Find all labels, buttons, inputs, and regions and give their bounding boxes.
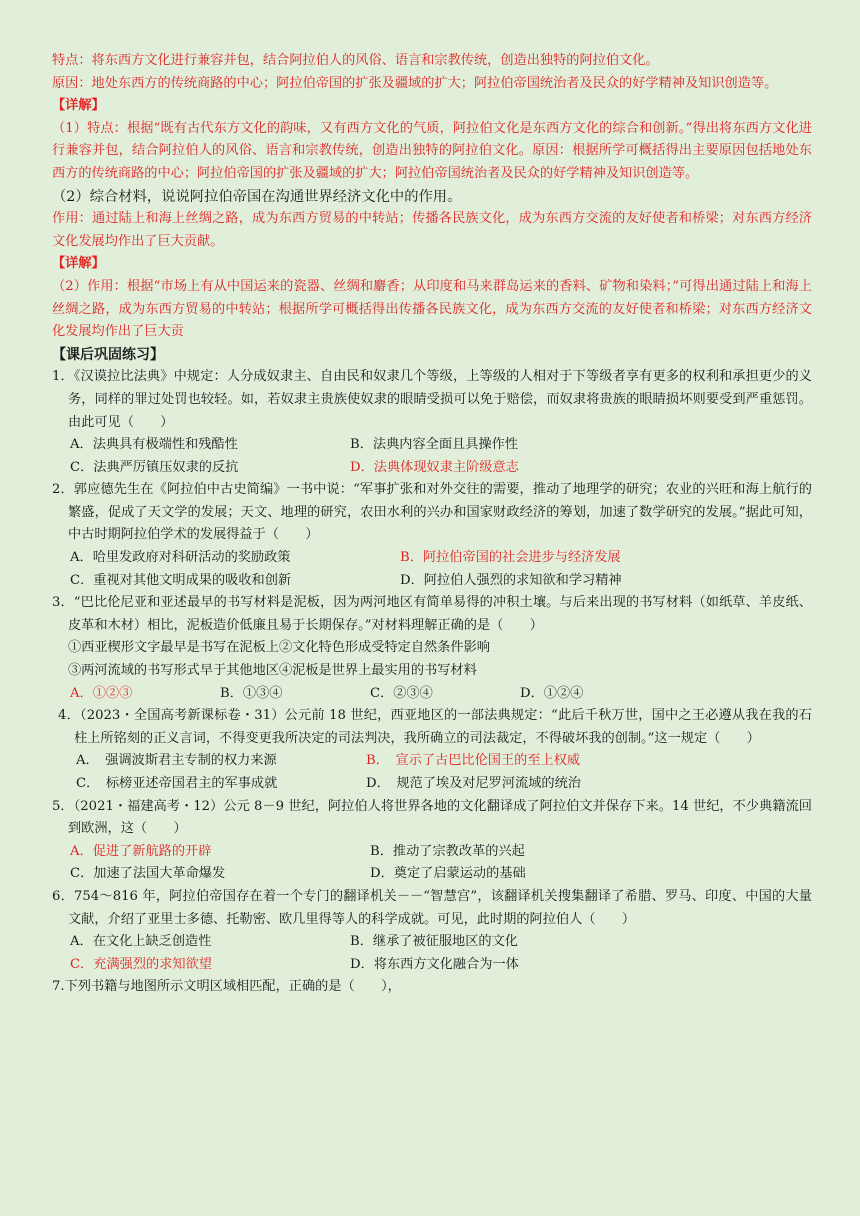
question: [52, 705, 812, 795]
answer-role: 作用：通过陆上和海上丝绸之路，成为东西方贸易的中转站；传播各民族文化，成为东西方交流的友好使者和桥梁；对东西方经济文化发展均作出了巨大贡献。: [52, 211, 812, 249]
option-b: B．法典内容全面且具操作性: [350, 437, 518, 453]
option-c: C．法典严厉镇压奴隶的反抗: [70, 459, 239, 475]
option-c: C．重视对其他文明成果的吸收和创新: [70, 572, 292, 588]
answer-reason: 原因：地处东西方的传统商路的中心；阿拉伯帝国的扩张及疆域的扩大；阿拉伯帝国统治者及民众的好学精神及知识创造等。: [52, 75, 778, 91]
question: [52, 592, 812, 705]
question: [52, 479, 812, 592]
question: [52, 366, 812, 479]
option-b: B．推动了宗教改革的兴起: [370, 843, 525, 859]
option-c: C． 标榜亚述帝国君主的军事成就: [76, 776, 278, 791]
question: [52, 886, 812, 976]
question: [52, 976, 812, 999]
question-stem: 4．（2023・全国高考新课标卷・31）公元前 18 世纪，西亚地区的一部法典规定：“此后千秋万世，国中之王必遵从我在我的石柱上所铭刻的正义言词，不得变更我所决定的司法判决，我所确立的司法裁定，不得破坏我的创制。”这一规定（ ）: [58, 708, 812, 746]
option-a: A．①②③: [70, 685, 133, 701]
option-d: D．法典体现奴隶主阶级意志: [350, 459, 519, 475]
option-c: C．充满强烈的求知欲望: [70, 956, 212, 972]
question-stem: 6．754～816 年，阿拉伯帝国存在着一个专门的翻译机关－－“智慧宫”，该翻译机关搜集翻译了希腊、罗马、印度、中国的大量文献，介绍了亚里士多德、托勒密、欧几里得等人的科学成就。可见，此时期的阿拉伯人（ ）: [52, 888, 812, 927]
option-d: D．将东西方文化融合为一体: [350, 956, 519, 972]
question-stem: 1．《汉谟拉比法典》中规定：人分成奴隶主、自由民和奴隶几个等级，上等级的人相对于下等级者享有更多的权利和承担更少的义务，同样的罪过处罚也较轻。如，若奴隶主贵族使奴隶的眼睛受损可以免于赔偿，而奴隶将贵族的眼睛损坏则要受到严重惩罚。由此可见（ ）: [52, 369, 812, 430]
section-title: 【课后巩固练习】: [52, 346, 164, 363]
option-d: D．阿拉伯人强烈的求知欲和学习精神: [400, 572, 622, 588]
option-a: A．促进了新航路的开辟: [70, 843, 212, 859]
detail-explanation: （1）特点：根据“既有古代东方文化的韵味，又有西方文化的气质，阿拉伯文化是东西方文化的综合和创新。”得出将东西方文化进行兼容并包，结合阿拉伯人的风俗、语言和宗教传统，创造出独特的阿拉伯文化。原因：根据所学可概括得出主要原因包括地处东西方的传统商路的中心；阿拉伯帝国的扩张及疆域的扩大；阿拉伯帝国统治者及民众的好学精神及知识创造等。: [52, 120, 812, 181]
option-a: A．哈里发政府对科研活动的奖励政策: [70, 550, 291, 566]
statement-line: ①西亚楔形文字最早是书写在泥板上②文化特色形成受特定自然条件影响: [68, 640, 490, 656]
option-b: B．阿拉伯帝国的社会进步与经济发展: [400, 550, 621, 566]
option-c: C．②③④: [370, 685, 433, 701]
option-a: A．法典具有极端性和残酷性: [70, 437, 238, 453]
question-stem: 3．“巴比伦尼亚和亚述最早的书写材料是泥板，因为两河地区有简单易得的冲积土壤。与后来出现的书写材料（如纸草、羊皮纸、皮革和木材）相比，泥板造价低廉且易于长期保存。”对材料理解正确的是（ ）: [52, 595, 812, 633]
answer-feature: 特点：将东西方文化进行兼容并包，结合阿拉伯人的风俗、语言和宗教传统，创造出独特的阿拉伯文化。: [52, 53, 659, 68]
option-d: D．奠定了启蒙运动的基础: [370, 866, 526, 882]
option-a: A．在文化上缺乏创造性: [70, 934, 212, 950]
option-d: D． 规范了埃及对尼罗河流域的统治: [366, 776, 581, 791]
option-b: B．①③④: [220, 685, 283, 701]
option-c: C．加速了法国大革命爆发: [70, 866, 226, 882]
document-page: [52, 50, 812, 999]
option-a: A． 强调波斯君主专制的权力来源: [76, 753, 277, 769]
option-d: D．①②④: [520, 685, 584, 701]
question-stem: 7.下列书籍与地图所示文明区域相匹配，正确的是（ ），: [52, 979, 401, 995]
detail-tag: 【详解】: [52, 256, 105, 272]
question-2-prompt: （2）综合材料，说说阿拉伯帝国在沟通世界经济文化中的作用。: [52, 188, 462, 205]
question-stem: 5．（2021・福建高考・12）公元 8－9 世纪，阿拉伯人将世界各地的文化翻译成了阿拉伯文并保存下来。14 世纪，不少典籍流回到欧洲，这（ ）: [52, 798, 812, 837]
detail-explanation: （2）作用：根据“市场上有从中国运来的瓷器、丝绸和麝香；从印度和马来群岛运来的香料、矿物和染料；”可得出通过陆上和海上丝绸之路，成为东西方贸易的中转站；根据所学可概括得出传播各民族文化，成为东西方交流的友好使者和桥梁；对东西方经济文化发展均作出了巨大贡: [52, 278, 812, 340]
question: [52, 796, 812, 886]
option-b: B．继承了被征服地区的文化: [350, 934, 518, 950]
detail-tag: 【详解】: [52, 98, 105, 114]
statement-line: ③两河流域的书写形式早于其他地区④泥板是世界上最实用的书写材料: [68, 663, 477, 679]
question-stem: 2．郭应德先生在《阿拉伯中古史简编》一书中说：“军事扩张和对外交往的需要，推动了地理学的研究；农业的兴旺和海上航行的繁盛，促成了天文学的发展；天文、地理的研究，农田水利的兴办和国家财政经济的筹划，加速了数学研究的发展。”据此可知，中古时期阿拉伯学术的发展得益于（ ）: [52, 482, 812, 543]
option-b: B． 宣示了古巴比伦国王的至上权威: [366, 753, 581, 769]
